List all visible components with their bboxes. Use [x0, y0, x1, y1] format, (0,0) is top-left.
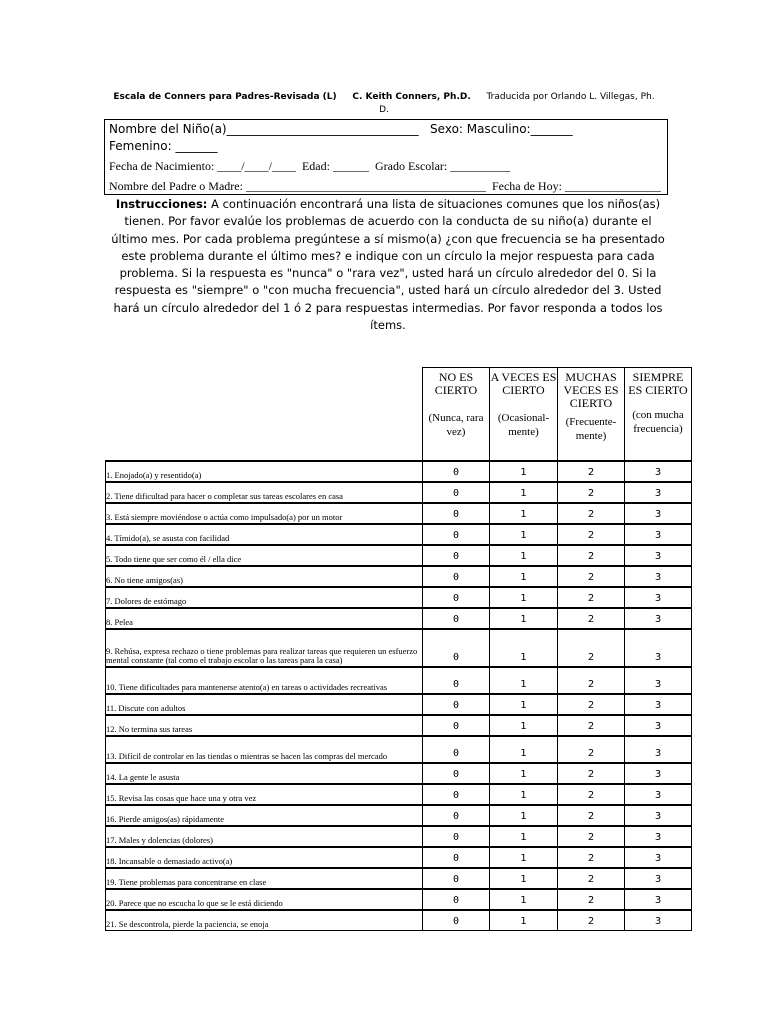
- rating-option-0[interactable]: 0: [423, 545, 490, 566]
- rating-option-3[interactable]: 3: [625, 694, 692, 715]
- table-row: [106, 667, 692, 694]
- rating-option-3[interactable]: 3: [625, 545, 692, 566]
- table-row: [106, 715, 692, 736]
- child-info-box: [104, 119, 668, 195]
- rating-option-0[interactable]: 0: [423, 503, 490, 524]
- column-header-row: [106, 368, 692, 462]
- rating-option-0[interactable]: 0: [423, 715, 490, 736]
- rating-option-1[interactable]: 1: [490, 545, 558, 566]
- rating-option-2[interactable]: 2: [558, 847, 625, 868]
- translator-credit: Traducida por Orlando L. Villegas, Ph. D.: [379, 92, 655, 115]
- rating-option-0[interactable]: 0: [423, 784, 490, 805]
- rating-option-0[interactable]: 0: [423, 587, 490, 608]
- rating-option-0[interactable]: 0: [423, 736, 490, 763]
- item-text: 6. No tiene amigos(as): [106, 566, 423, 587]
- rating-option-1[interactable]: 1: [490, 587, 558, 608]
- table-row: [106, 482, 692, 503]
- rating-option-1[interactable]: 1: [490, 910, 558, 931]
- item-text: 2. Tiene dificultad para hacer o completar sus tareas escolares en casa: [106, 482, 423, 503]
- rating-option-0[interactable]: 0: [423, 667, 490, 694]
- rating-option-0[interactable]: 0: [423, 608, 490, 629]
- rating-option-2[interactable]: 2: [558, 784, 625, 805]
- table-row: [106, 608, 692, 629]
- item-text: 19. Tiene problemas para concentrarse en clase: [106, 868, 423, 889]
- instructions-text: A continuación encontrará una lista de situaciones comunes que los niños(as) tienen. Por favor evalúe los problemas de acuerdo con la conducta de su niño(a) durante el último mes. Por cada problema pregúntese a sí mismo(a) ¿con que frecuencia se ha presentado este problema durante el último mes? e indique con un círculo la mejor respuesta para cada problema. Si la respuesta es "nunca" o "rara vez", usted hará un círculo alrededor del 0. Si la respuesta es "siempre" o "con mucha frecuencia", usted hará un círculo alrededor del 3. Usted hará un círculo alrededor del 1 ó 2 para respuestas intermedias. Por favor responda a todos los ítems.: [111, 197, 665, 333]
- table-row: [106, 736, 692, 763]
- col-title: MUCHAS VECES ES CIERTO: [563, 370, 619, 410]
- rating-option-3[interactable]: 3: [625, 461, 692, 482]
- instructions: [106, 196, 670, 334]
- rating-option-1[interactable]: 1: [490, 826, 558, 847]
- rating-option-1[interactable]: 1: [490, 805, 558, 826]
- rating-option-0[interactable]: 0: [423, 694, 490, 715]
- rating-option-1[interactable]: 1: [490, 847, 558, 868]
- table-row: [106, 784, 692, 805]
- col-title: NO ES CIERTO: [434, 370, 478, 397]
- col-subtitle: (con mucha frecuencia): [632, 409, 684, 435]
- rating-option-3[interactable]: 3: [625, 482, 692, 503]
- rating-option-3[interactable]: 3: [625, 608, 692, 629]
- item-text: 7. Dolores de estómago: [106, 587, 423, 608]
- rating-option-0[interactable]: 0: [423, 763, 490, 784]
- rating-option-0[interactable]: 0: [423, 868, 490, 889]
- parent-name-date-field[interactable]: Nombre del Padre o Madre: ________________________________________ Fecha de Hoy: ________________: [109, 179, 661, 193]
- rating-option-3[interactable]: 3: [625, 503, 692, 524]
- table-row: [106, 763, 692, 784]
- table-row: [106, 545, 692, 566]
- item-text: 4. Tímido(a), se asusta con facilidad: [106, 524, 423, 545]
- rating-option-1[interactable]: 1: [490, 524, 558, 545]
- rating-option-2[interactable]: 2: [558, 608, 625, 629]
- item-text: 14. La gente le asusta: [106, 763, 423, 784]
- col-title: A VECES ES CIERTO: [490, 370, 557, 397]
- col-header-siempre: [625, 368, 692, 462]
- item-text: 1. Enojado(a) y resentido(a): [106, 461, 423, 482]
- col-title: SIEMPRE ES CIERTO: [628, 370, 688, 397]
- col-header-a-veces: [490, 368, 558, 462]
- rating-option-2[interactable]: 2: [558, 667, 625, 694]
- rating-option-2[interactable]: 2: [558, 826, 625, 847]
- rating-option-3[interactable]: 3: [625, 736, 692, 763]
- rating-option-2[interactable]: 2: [558, 629, 625, 667]
- item-text: 11. Discute con adultos: [106, 694, 423, 715]
- rating-option-1[interactable]: 1: [490, 608, 558, 629]
- rating-option-1[interactable]: 1: [490, 629, 558, 667]
- item-text: 17. Males y dolencias (dolores): [106, 826, 423, 847]
- rating-option-1[interactable]: 1: [490, 667, 558, 694]
- table-row: [106, 587, 692, 608]
- rating-option-2[interactable]: 2: [558, 763, 625, 784]
- rating-option-1[interactable]: 1: [490, 461, 558, 482]
- rating-option-0[interactable]: 0: [423, 566, 490, 587]
- birthdate-age-grade-field[interactable]: Fecha de Nacimiento: ____/____/____ Edad: ______ Grado Escolar: __________: [109, 159, 511, 173]
- rating-option-0[interactable]: 0: [423, 826, 490, 847]
- rating-option-0[interactable]: 0: [423, 629, 490, 667]
- rating-option-3[interactable]: 3: [625, 667, 692, 694]
- item-text: 21. Se descontrola, pierde la paciencia, se enoja: [106, 910, 423, 931]
- rating-scale-table: [105, 367, 692, 931]
- female-field[interactable]: Femenino: _______: [109, 139, 218, 153]
- rating-option-2[interactable]: 2: [558, 715, 625, 736]
- table-row: [106, 868, 692, 889]
- rating-option-3[interactable]: 3: [625, 889, 692, 910]
- rating-option-3[interactable]: 3: [625, 784, 692, 805]
- table-row: [106, 694, 692, 715]
- rating-option-1[interactable]: 1: [490, 763, 558, 784]
- rating-option-3[interactable]: 3: [625, 805, 692, 826]
- table-row: [106, 461, 692, 482]
- rating-option-3[interactable]: 3: [625, 763, 692, 784]
- table-row: [106, 629, 692, 667]
- table-row: [106, 889, 692, 910]
- item-text: 10. Tiene dificultades para mantenerse atento(a) en tareas o actividades recreativas: [106, 667, 423, 694]
- table-row: [106, 910, 692, 931]
- rating-option-2[interactable]: 2: [558, 461, 625, 482]
- rating-option-3[interactable]: 3: [625, 566, 692, 587]
- rating-option-2[interactable]: 2: [558, 545, 625, 566]
- rating-option-0[interactable]: 0: [423, 847, 490, 868]
- rating-option-2[interactable]: 2: [558, 503, 625, 524]
- table-row: [106, 847, 692, 868]
- rating-option-2[interactable]: 2: [558, 587, 625, 608]
- rating-option-2[interactable]: 2: [558, 889, 625, 910]
- table-row: [106, 826, 692, 847]
- rating-option-3[interactable]: 3: [625, 826, 692, 847]
- rating-option-1[interactable]: 1: [490, 503, 558, 524]
- rating-option-0[interactable]: 0: [423, 482, 490, 503]
- rating-option-3[interactable]: 3: [625, 868, 692, 889]
- rating-option-2[interactable]: 2: [558, 736, 625, 763]
- table-row: [106, 503, 692, 524]
- rating-option-3[interactable]: 3: [625, 629, 692, 667]
- child-name-sex-field[interactable]: Nombre del Niño(a)________________________________ Sexo: Masculino:_______: [109, 122, 573, 136]
- rating-option-3[interactable]: 3: [625, 715, 692, 736]
- rating-option-2[interactable]: 2: [558, 868, 625, 889]
- rating-option-1[interactable]: 1: [490, 694, 558, 715]
- rating-option-3[interactable]: 3: [625, 587, 692, 608]
- rating-option-0[interactable]: 0: [423, 524, 490, 545]
- rating-option-1[interactable]: 1: [490, 784, 558, 805]
- rating-option-2[interactable]: 2: [558, 805, 625, 826]
- form-title: [108, 91, 660, 117]
- item-text: 8. Pelea: [106, 608, 423, 629]
- col-subtitle: (Ocasional-mente): [497, 412, 550, 438]
- col-subtitle: (Frecuente-mente): [565, 416, 617, 442]
- scale-name: Escala de Conners para Padres-Revisada (L): [113, 92, 337, 102]
- rating-option-1[interactable]: 1: [490, 566, 558, 587]
- rating-option-1[interactable]: 1: [490, 868, 558, 889]
- rating-option-3[interactable]: 3: [625, 910, 692, 931]
- item-text: 18. Incansable o demasiado activo(a): [106, 847, 423, 868]
- item-text: 3. Está siempre moviéndose o actúa como impulsado(a) por un motor: [106, 503, 423, 524]
- instructions-label: Instrucciones:: [115, 197, 208, 211]
- rating-option-2[interactable]: 2: [558, 482, 625, 503]
- rating-option-0[interactable]: 0: [423, 910, 490, 931]
- table-row: [106, 566, 692, 587]
- item-text: 5. Todo tiene que ser como él / ella dice: [106, 545, 423, 566]
- rating-option-1[interactable]: 1: [490, 736, 558, 763]
- col-subtitle: (Nunca, rara vez): [428, 412, 484, 438]
- author-name: C. Keith Conners, Ph.D.: [352, 92, 471, 102]
- table-row: [106, 805, 692, 826]
- rating-option-2[interactable]: 2: [558, 524, 625, 545]
- rating-option-1[interactable]: 1: [490, 889, 558, 910]
- rating-option-1[interactable]: 1: [490, 482, 558, 503]
- rating-option-1[interactable]: 1: [490, 715, 558, 736]
- rating-option-2[interactable]: 2: [558, 694, 625, 715]
- item-text: 15. Revisa las cosas que hace una y otra vez: [106, 784, 423, 805]
- table-row: [106, 524, 692, 545]
- col-header-muchas-veces: [558, 368, 625, 462]
- rating-option-0[interactable]: 0: [423, 805, 490, 826]
- item-text: 9. Rehúsa, expresa rechazo o tiene problemas para realizar tareas que requieren un esfuerzo mental constante (tal como el trabajo escolar o las tareas para la casa): [106, 629, 423, 667]
- rating-option-3[interactable]: 3: [625, 847, 692, 868]
- col-header-no-es-cierto: [423, 368, 490, 462]
- rating-option-0[interactable]: 0: [423, 461, 490, 482]
- rating-option-3[interactable]: 3: [625, 524, 692, 545]
- rating-option-2[interactable]: 2: [558, 566, 625, 587]
- item-text: 13. Difícil de controlar en las tiendas o mientras se hacen las compras del mercado: [106, 736, 423, 763]
- rating-option-0[interactable]: 0: [423, 889, 490, 910]
- rating-option-2[interactable]: 2: [558, 910, 625, 931]
- item-text: 16. Pierde amigos(as) rápidamente: [106, 805, 423, 826]
- item-text: 12. No termina sus tareas: [106, 715, 423, 736]
- item-text: 20. Parece que no escucha lo que se le está diciendo: [106, 889, 423, 910]
